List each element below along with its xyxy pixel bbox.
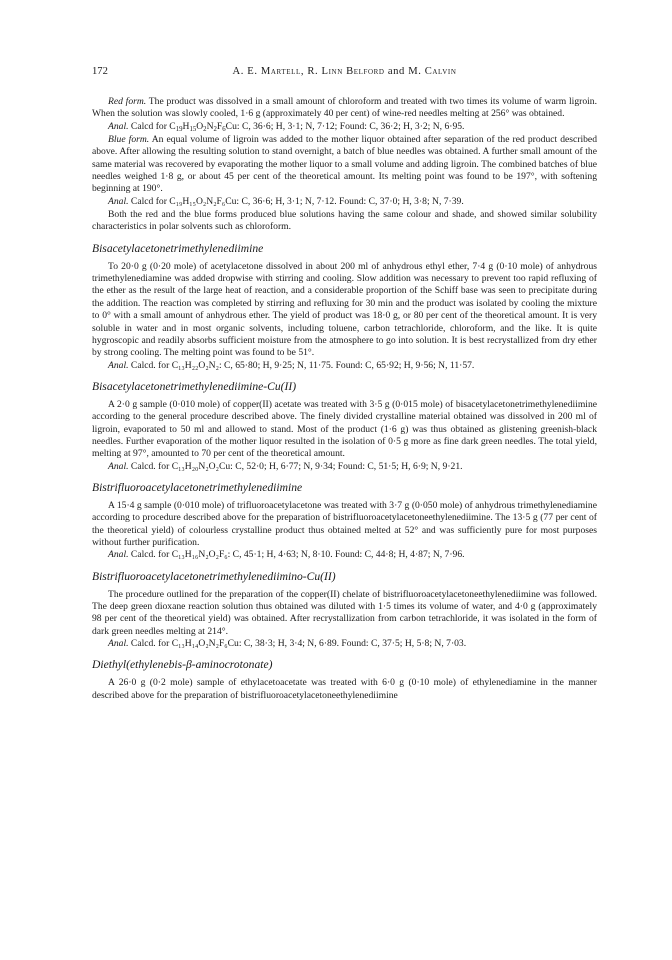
diethyl-paragraph: A 26·0 g (0·2 mole) sample of ethylacetoacetate was treated with 6·0 g (0·10 mole) of ethylenediamine in the manner described above for the preparation of bistrifluoroacetylacetoneethylenediimine [92,677,597,701]
red-form-paragraph [92,96,597,121]
author-name-1: Martell [260,66,301,77]
bisacetyl-analysis [92,360,597,372]
bistrifluoro-cu-anal-lead: Anal. [108,638,129,650]
running-head-authors [92,66,597,77]
forms-closing-paragraph: Both the red and the blue forms produced blue solutions having the same colour and shade, and showed similar solubility characteristics in polar solvents such as chloroform. [92,209,597,233]
formula-sub: 2 [213,125,217,133]
section-heading-bisacetyl: Bisacetylacetonetrimethylenediimine [92,241,264,255]
bistrifluoro-cu-analysis [92,638,597,650]
red-form-analysis [92,121,597,133]
red-form-text: The product was dissolved in a small amount of chloroform and treated with two times its volume of warm ligroin. When the solution was slowly cooled, 1·6 g (approximately 40 per cent) of wine-red needles melting at 256° was obtained. [92,96,597,120]
formula-el: F [216,120,223,132]
blue-form-analysis [92,196,597,208]
section-heading-bistrifluoro: Bistrifluoroacetylacetonetrimethylenediimine [92,480,303,494]
bisacetyl-cu-anal-lead: Anal. [108,460,129,472]
formula-el: Cu [225,120,237,132]
blue-form-anal-text: Calcd for C₁₉H₁₅O₂N₂F₆Cu: C, 36·6; H, 3·1; N, 7·12. Found: C, 37·0; H, 3·8; N, 7·39. [128,195,464,207]
formula-el: N [206,120,214,132]
bistrifluoro-analysis [92,549,597,561]
bisacetyl-cu-analysis [92,461,597,473]
bisacetyl-paragraph: To 20·0 g (0·20 mole) of acetylacetone dissolved in about 200 ml of anhydrous ethyl ether, 7·4 g (0·10 mole) of anhydrous trimethylenediamine was added dropwise with stirring and cooling. Slow addition was necessary to prevent too rapid refluxing of the ether as the result of the large heat of reaction, and a considerable proportion of the Schiff base was seen to precipitate during the addition. The reaction was completed by stirring and refluxing for 30 min and the product was isolated by cooling the mixture to 0° with a small amount of anhydrous ether. The yield of product was 18·0 g, or 80 per cent of the theoretical amount. It is very soluble in water and in most organic solvents, including toluene, carbon tetrachloride, chloroform, and the like. It is quite hygroscopic and readily absorbs sufficient moisture from the atmosphere to go into solution. It is best recrystallized from dry ether by strong cooling. The melting point was found to be 51°. [92,260,597,359]
bistrifluoro-anal-text: Calcd. for C₁₃H₁₆N₂O₂F₆: C, 45·1; H, 4·63; N, 8·10. Found: C, 44·8; H, 4·87; N, 7·96. [128,549,465,561]
blue-form-lead: Blue form. [108,134,150,146]
blue-form-text: An equal volume of ligroin was added to the mother liquor obtained after separation of the red product described above. After allowing the resulting solution to stand overnight, a batch of blue needles was obtained. A further small amount of the same material was recovered by evaporating the mother liquor to a small volume and adding ligroin. The combined batches of blue needles weighed 1·8 g, or about 45 per cent of the theoretical amount. Its melting point was found to be 197°, with softening beginning at 190°. [92,134,597,195]
bistrifluoro-anal-lead: Anal. [108,549,129,561]
red-form-anal-lead: Anal. [108,120,129,132]
formula-sub: 15 [189,125,197,133]
blue-form-paragraph [92,134,597,196]
formula-sub: 2 [203,125,207,133]
author-name-3: M. Calvin [408,66,457,77]
section-heading-diethyl: Diethyl(ethylenebis-β-aminocrotonate) [92,658,273,672]
blue-form-anal-lead: Anal. [108,195,129,207]
page-header [92,66,597,82]
formula-el: H [182,120,190,132]
author-initials-2: , R. [300,66,322,77]
bisacetyl-cu-anal-text: Calcd. for C₁₃H₂₀N₂O₂Cu: C, 52·0; H, 6·77; N, 9·34; Found: C, 51·5; H, 6·9; N, 9·21. [128,460,463,472]
red-form-anal-pre: Calcd for C [128,120,176,132]
page-number: 172 [92,66,108,77]
page [92,66,597,702]
formula-sub: 19 [175,125,183,133]
author-initials-1: A. E. [232,66,261,77]
bisacetyl-cu-paragraph: A 2·0 g sample (0·010 mole) of copper(II) acetate was treated with 3·5 g (0·015 mole) of bisacetylacetonetrimethylenediimine according to the general procedure described above. The finely divided crystalline material obtained was dissolved in 200 ml of ligroin, evaporated to 50 ml and allowed to stand. Most of the product (1·6 g) was thus obtained as glistening greenish-black needles. Further evaporation of the mother liquor resulted in the isolation of 0·5 g more as fine dark green needles. The total yield, melting at 97°, amounted to 70 per cent of the theoretical amount. [92,398,597,460]
section-heading-bisacetyl-cu: Bisacetylacetonetrimethylenediimine-Cu(II) [92,379,297,393]
bistrifluoro-cu-anal-text: Calcd. for C₁₃H₁₄O₂N₂F₆Cu: C, 38·3; H, 3·4; N, 6·89. Found: C, 37·5; H, 5·8; N, 7·03. [128,638,467,650]
section-heading-bistrifluoro-cu: Bistrifluoroacetylacetonetrimethylenediimino-Cu(II) [92,569,336,583]
red-form-lead: Red form. [108,96,147,107]
bisacetyl-anal-lead: Anal. [108,359,129,371]
formula-el: O [196,120,204,132]
red-form-anal-post: : C, 36·6; H, 3·1; N, 7·12; Found: C, 36·2; H, 3·2; N, 6·95. [236,120,465,132]
bistrifluoro-cu-paragraph: The procedure outlined for the preparation of the copper(II) chelate of bistrifluoroacetylacetoneethylenediimine was followed. The deep green dioxane reaction solution thus obtained was diluted with 1·5 times its volume of water, and 4·0 g (approximately 98 per cent of the theoretical yield) was obtained. After recrystallization from carbon tetrachloride, it was isolated in the form of dark green needles melting at 214°. [92,588,597,637]
author-separator: and [384,66,409,77]
formula-sub: 6 [222,125,226,133]
author-name-2: Linn Belford [321,66,385,77]
bisacetyl-anal-text: Calcd. for C₁₃H₂₂O₂N₂: C, 65·80; H, 9·25; N, 11·75. Found: C, 65·92; H, 9·56; N, 11·57. [128,359,475,371]
bistrifluoro-paragraph: A 15·4 g sample (0·010 mole) of trifluoroacetylacetone was treated with 3·7 g (0·050 mole) of anhydrous trimethylenediamine according to procedure described above for the preparation of bistrifluoroacetylacetoneethylenediimine. The 13·5 g (77 per cent of the theoretical yield) of colourless crystalline product thus obtained melted at 52° and was sufficiently pure for most purposes without further purification. [92,499,597,548]
